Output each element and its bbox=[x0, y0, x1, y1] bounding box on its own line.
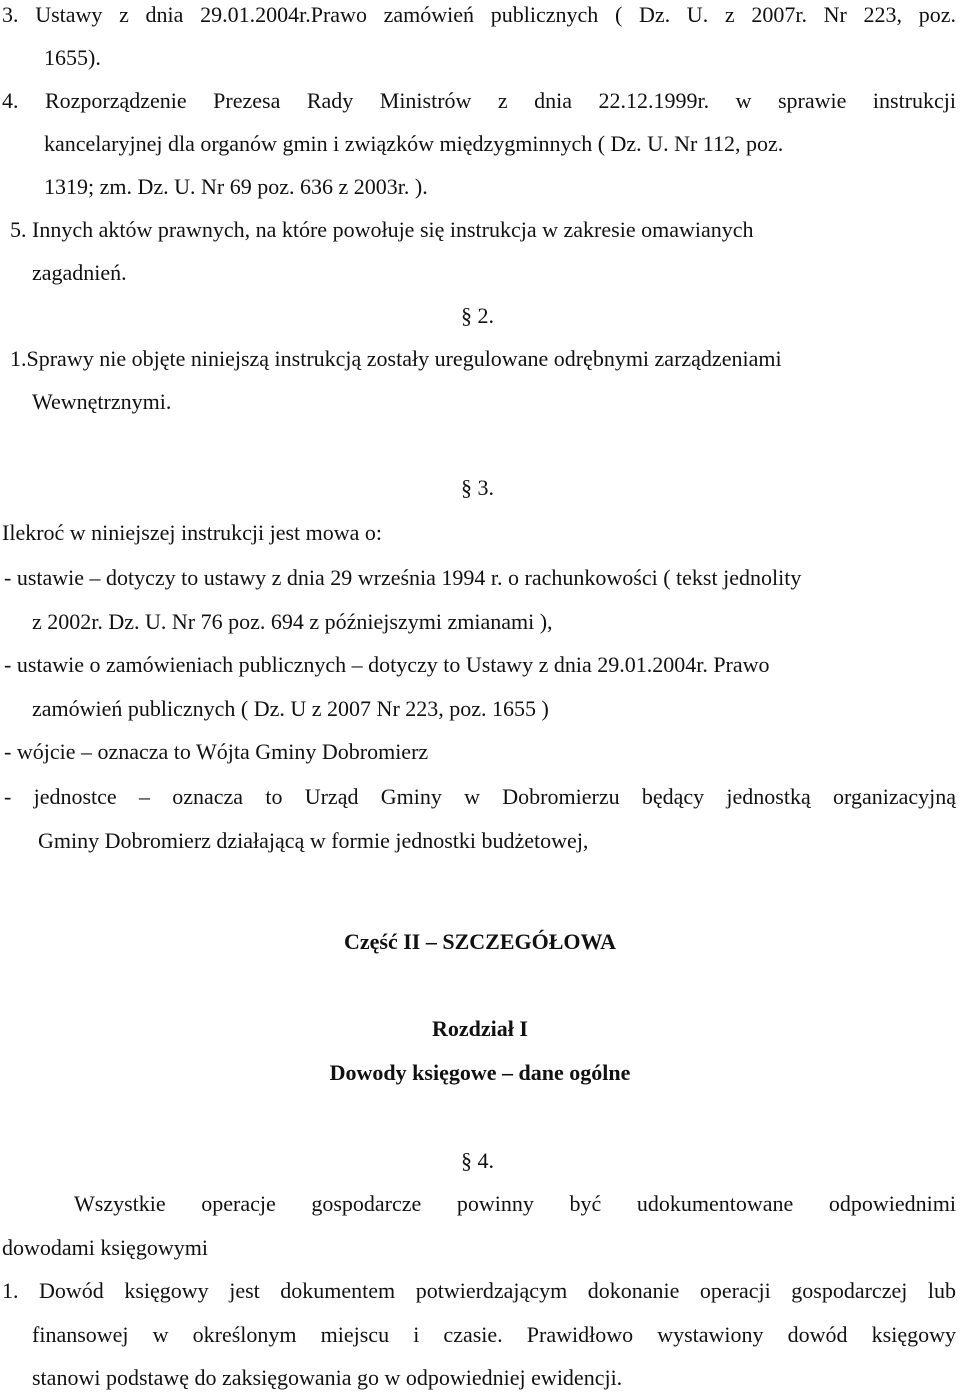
definition-4-line-2: Gminy Dobromierz działającą w formie jednostki budżetowej, bbox=[38, 828, 589, 853]
section-4-para-line-2: dowodami księgowymi bbox=[2, 1235, 208, 1260]
list-item-5-line-2: zagadnień. bbox=[32, 260, 127, 285]
section-4-point-1-line-3: stanowi podstawę do zaksięgowania go w odpowiedniej ewidencji. bbox=[32, 1365, 623, 1390]
list-item-4-line-1: 4. Rozporządzenie Prezesa Rady Ministrów z dnia 22.12.1999r. w sprawie instrukcji bbox=[2, 88, 956, 113]
section-4-point-1-line-1: 1. Dowód księgowy jest dokumentem potwierdzającym dokonanie operacji gospodarczej lub bbox=[2, 1278, 956, 1303]
definition-4-line-1: - jednostce – oznacza to Urząd Gminy w Dobromierzu będący jednostką organizacyjną bbox=[4, 784, 956, 809]
definition-2-line-2: zamówień publicznych ( Dz. U z 2007 Nr 223, poz. 1655 ) bbox=[32, 696, 549, 721]
section-3-heading: § 3. bbox=[461, 475, 494, 500]
list-item-4-line-2: kancelaryjnej dla organów gmin i związków międzygminnych ( Dz. U. Nr 112, poz. bbox=[44, 131, 784, 156]
section-4-para-line-1: Wszystkie operacje gospodarcze powinny być udokumentowane odpowiednimi bbox=[74, 1191, 956, 1216]
section-2-para-line-1: 1.Sprawy nie objęte niniejszą instrukcją zostały uregulowane odrębnymi zarządzeniami bbox=[10, 346, 782, 371]
list-item-3-line-2: 1655). bbox=[44, 45, 101, 70]
definition-3-line-1: - wójcie – oznacza to Wójta Gminy Dobromierz bbox=[4, 739, 429, 764]
part-heading: Część II – SZCZEGÓŁOWA bbox=[344, 929, 616, 954]
definition-2-line-1: - ustawie o zamówieniach publicznych – dotyczy to Ustawy z dnia 29.01.2004r. Prawo bbox=[4, 652, 770, 677]
definition-1-line-2: z 2002r. Dz. U. Nr 76 poz. 694 z późniejszymi zmianami ), bbox=[32, 609, 553, 634]
section-2-para-line-2: Wewnętrznymi. bbox=[32, 389, 172, 414]
list-item-5-line-1: 5. Innych aktów prawnych, na które powołuje się instrukcja w zakresie omawianych bbox=[10, 217, 754, 242]
chapter-heading: Rozdział I bbox=[432, 1016, 528, 1041]
section-2-heading: § 2. bbox=[461, 303, 494, 328]
chapter-subheading: Dowody księgowe – dane ogólne bbox=[329, 1060, 631, 1085]
definition-1-line-1: - ustawie – dotyczy to ustawy z dnia 29 września 1994 r. o rachunkowości ( tekst jednolity bbox=[4, 565, 802, 590]
section-4-heading: § 4. bbox=[461, 1148, 494, 1173]
list-item-4-line-3: 1319; zm. Dz. U. Nr 69 poz. 636 z 2003r. ). bbox=[44, 174, 428, 199]
section-4-point-1-line-2: finansowej w określonym miejscu i czasie. Prawidłowo wystawiony dowód księgowy bbox=[32, 1322, 956, 1347]
section-3-intro: Ilekroć w niniejszej instrukcji jest mowa o: bbox=[2, 520, 383, 545]
list-item-3-line-1: 3. Ustawy z dnia 29.01.2004r.Prawo zamówień publicznych ( Dz. U. z 2007r. Nr 223, poz. bbox=[2, 2, 956, 27]
